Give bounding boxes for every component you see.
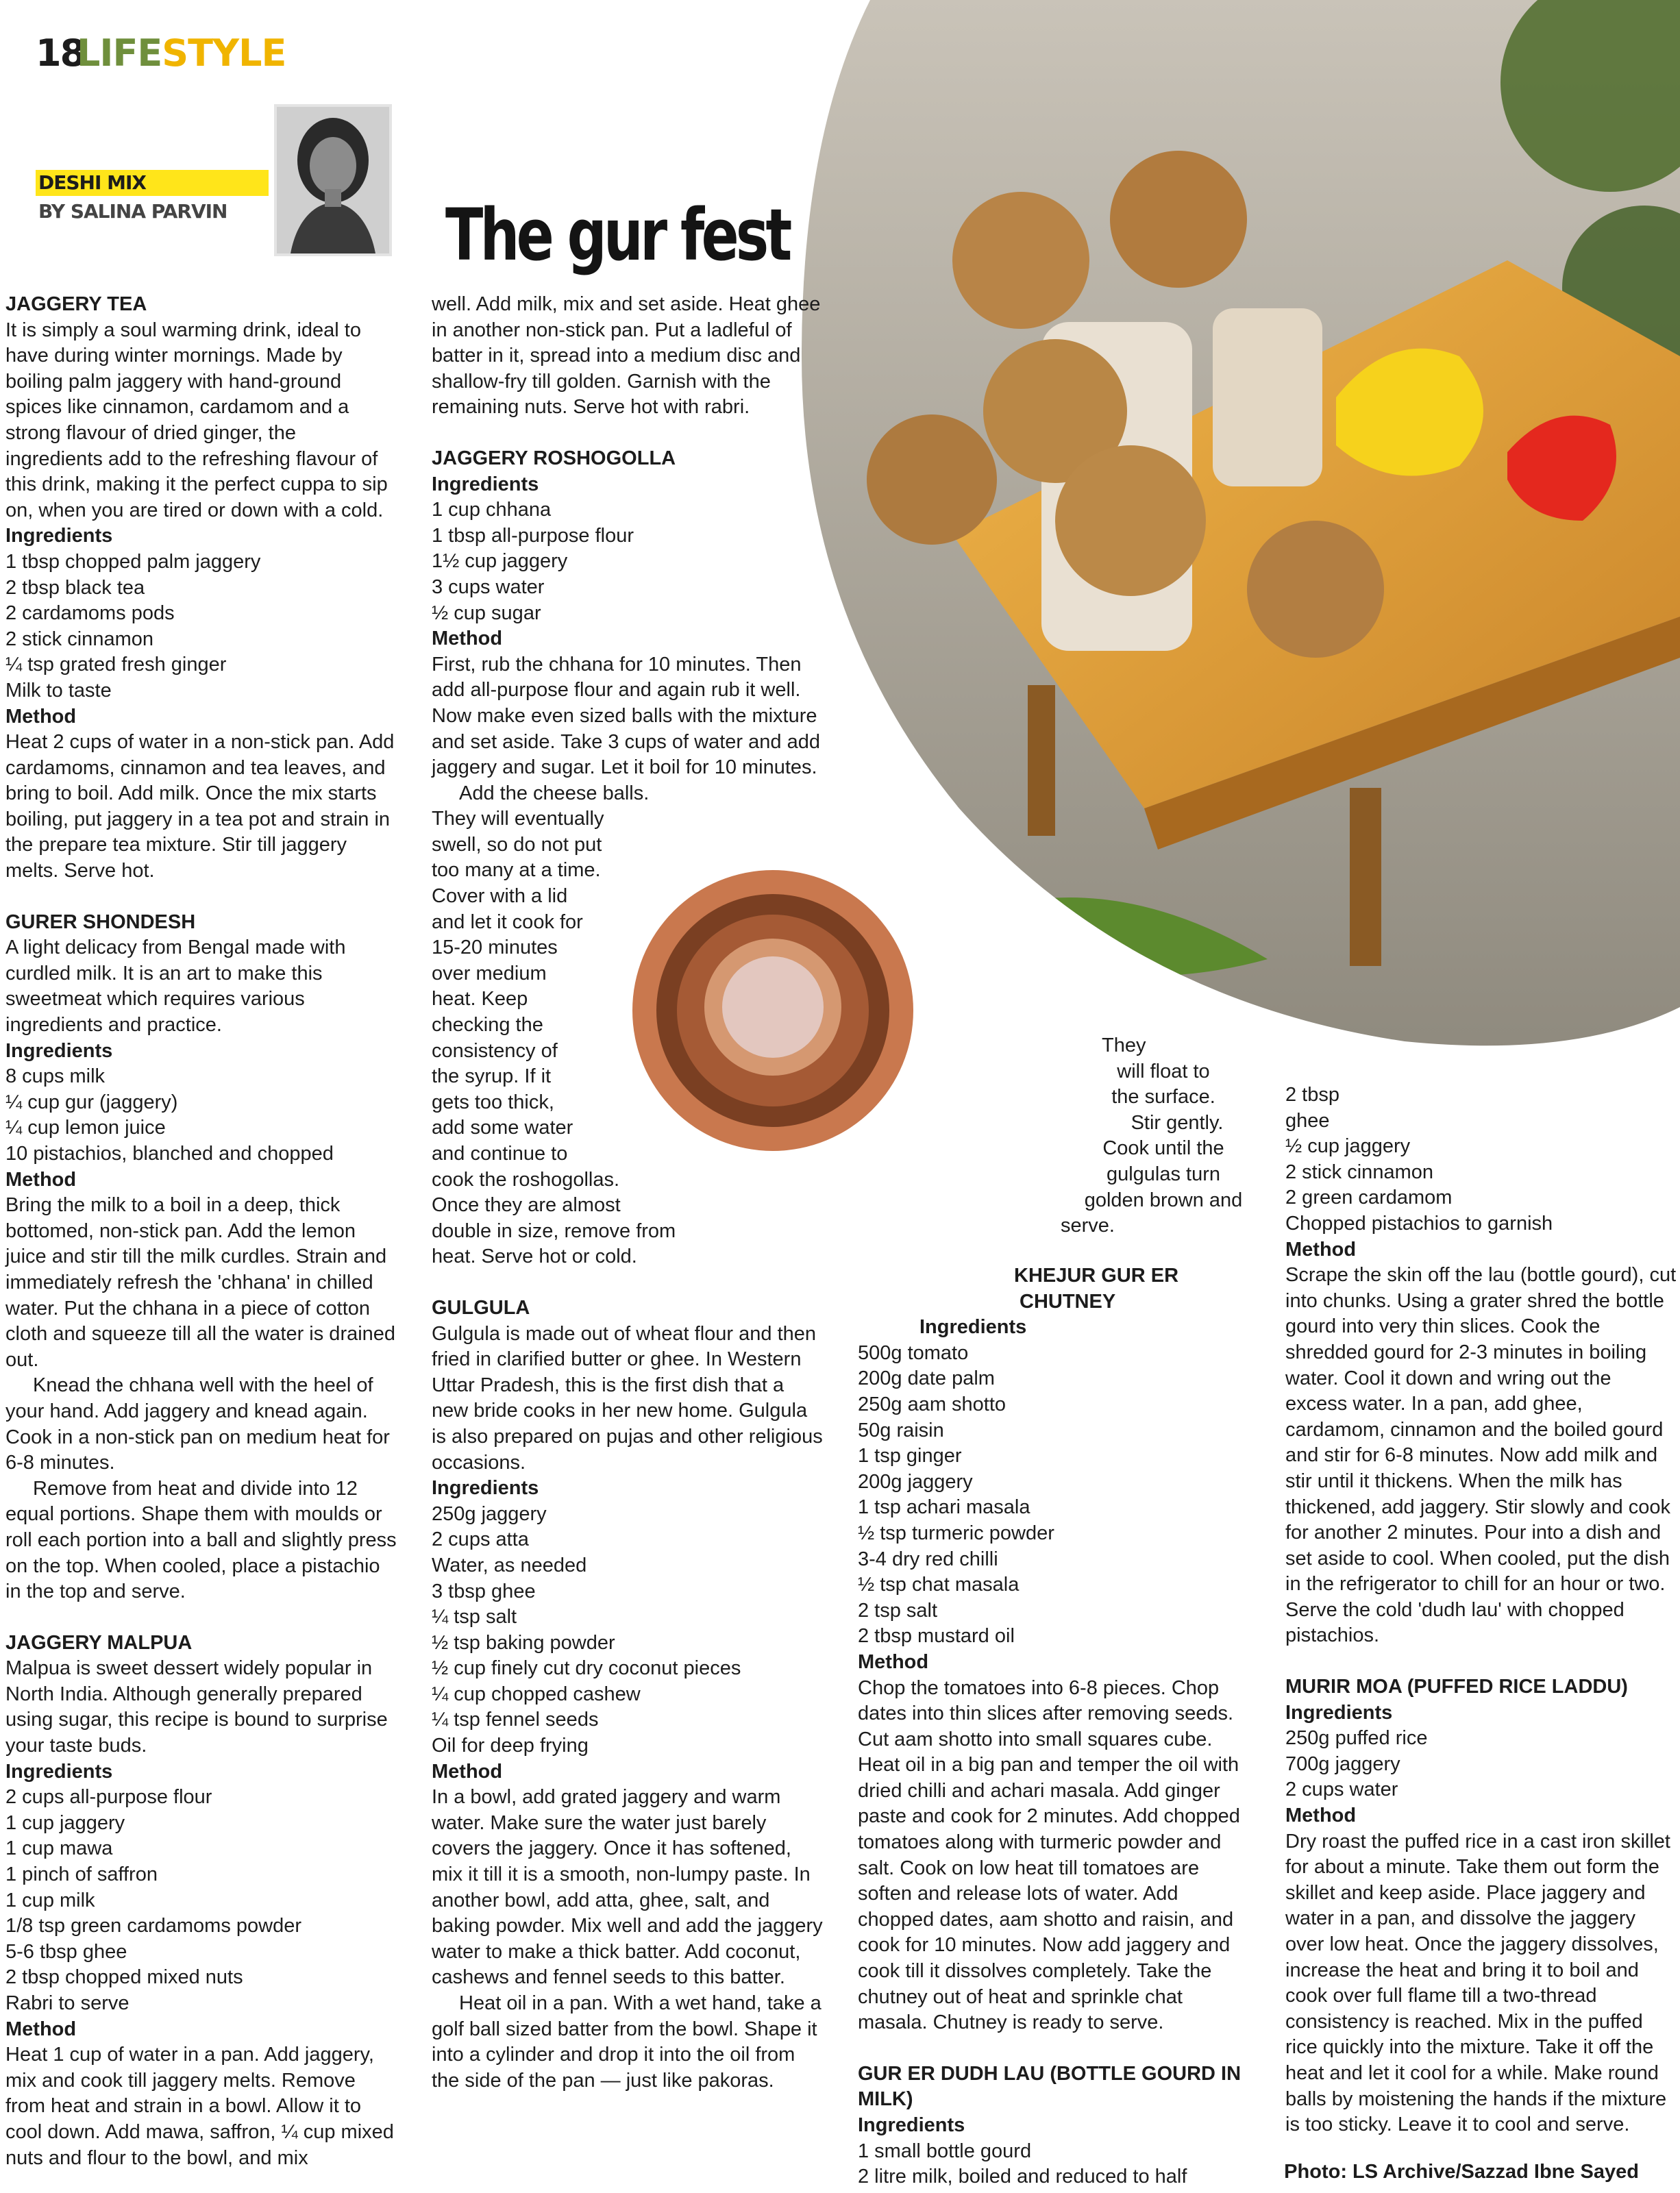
method-text: Knead the chhana well with the heel of your hand. Add jaggery and knead again. Cook in a non-stick pan on medium heat for 6-8 minutes. [5,1374,390,1474]
ingredient-item: 200g date palm [858,1367,995,1390]
method-text: Dry roast the puffed rice in a cast iron skillet for about a minute. Take them out form the skillet and keep aside. Place jaggery and water in a pan, and dissolve the jaggery over low heat. Once the jaggery dissolves, increase the heat and bring it to boil and cook over full flame till a two-thread consistency is reached. Mix in the puffed rice quickly into the mixture. Take it off the heat and let it cool for a while. Make round balls by moistening the hands if the mixture is too sticky. Leave it to cool and serve. [1285,1830,1670,2136]
method-text: Heat 1 cup of water in a pan. Add jaggery, mix and cook till jaggery melts. Remove from heat and strain in a bowl. Allow it to cool down. Add mawa, saffron, ¼ cup mixed nuts and flour to the bowl, and mix [5,2044,394,2169]
ingredient-item: ½ tsp turmeric powder [858,1522,1054,1544]
ingredient-item: 1 tsp ginger [858,1445,962,1467]
ingredient-item: 1 tsp achari masala [858,1496,1030,1519]
method-text: Scrape the skin off the lau (bottle gourd), cut into chunks. Using a grater shred the bottle gourd into very thin slices. Cook the shredded gourd for 2-3 minutes in boiling water. Cool it down and wring out the excess water. In a pan, add ghee, cardamom, cinnamon and the boiled gourd and stir for 6-8 minutes. Now add milk and stir until it thickens. When the milk has thickened, add jaggery. Stir slowly and cook for another 2 minutes. Pour into a dish and set aside to cool. When cooled, put the dish in the refrigerator to chill for an hour or two. Serve the cold 'dudh lau' with chopped pistachios. [1285,1264,1677,1647]
method-line: heat. Serve hot or cold. [432,1246,637,1268]
method-line: swell, so do not put [432,833,602,856]
page-number: 18 [36,32,85,75]
method-line: cook the roshogollas. [432,1168,620,1191]
ingredient-item: ¼ tsp grated fresh ginger [5,654,227,676]
ingredient-item: 2 cups water [1285,1779,1398,1801]
ingredient-item: ½ cup finely cut dry coconut pieces [432,1657,741,1680]
ingredient-item: ¼ cup chopped cashew [432,1683,641,1705]
method-line: Cover with a lid [432,885,568,908]
method-line: the syrup. If it [432,1065,552,1088]
ingredient-item: 2 tbsp black tea [5,576,145,599]
method-heading: Method [432,1760,503,1783]
recipe-title-gulgula: GULGULA [432,1296,530,1319]
gulgula-continuation [1061,1033,1266,1239]
method-line: Stir gently. [1131,1111,1224,1134]
ingredient-item: 250g jaggery [432,1502,547,1525]
ingredient-item: 1/8 tsp green cardamoms powder [5,1915,301,1937]
method-line: Cook until the [1102,1137,1224,1160]
ingredients-heading: Ingredients [432,1477,539,1500]
headline: The gur fest [445,193,789,277]
ingredient-item: ghee [1285,1109,1330,1132]
ingredient-item: 1 pinch of saffron [5,1863,158,1886]
method-line: checking the [432,1014,543,1037]
method-line: gets too thick, [432,1091,554,1113]
recipe-title-jaggery-roshogolla: JAGGERY ROSHOGOLLA [432,447,676,469]
method-line: 15-20 minutes [432,937,558,959]
hero-photo-puffed-rice-laddu [788,0,1680,1055]
ingredients-heading: Ingredients [919,1316,1027,1339]
recipe-intro: It is simply a soul warming drink, ideal to have during winter mornings. Made by boiling palm jaggery with hand-ground spices like cinnamon, cardamom and a strong flavour of dried ginger, the ingredients add to the refreshing flavour of this drink, making it the perfect cuppa to sip on, when you are tired or down with a cold. [5,319,388,521]
recipe-intro: A light delicacy from Bengal made with curdled milk. It is an art to make this sweetmeat which requires various ingredients and practice. [5,937,346,1037]
method-line: golden brown and [1084,1189,1243,1211]
ingredient-item: 200g jaggery [858,1470,973,1493]
method-line: heat. Keep [432,988,528,1011]
ingredient-item: 2 cups all-purpose flour [5,1786,212,1809]
ingredient-item: 50g raisin [858,1419,944,1441]
ingredient-item: 1 cup chhana [432,499,552,521]
method-line: over medium [432,962,547,984]
ingredient-item: 1 cup mawa [5,1837,113,1860]
ingredient-item: 2 tbsp chopped mixed nuts [5,1966,243,1989]
recipe-intro: Gulgula is made out of wheat flour and then fried in clarified butter or ghee. In Western Uttar Pradesh, this is the first dish that a new bride cooks in her new home. Gulgula is also prepared on pujas and other religious occasions. [432,1322,823,1474]
method-heading: Method [432,628,503,650]
recipe-title-khejur-gur-chutney-2: CHUTNEY [1020,1290,1116,1313]
ingredient-item: 2 stick cinnamon [5,628,153,650]
column-4 [1285,1082,1677,2138]
ingredient-item: 2 tsp salt [858,1599,938,1622]
ingredient-item: 1 cup milk [5,1889,95,1911]
ingredient-item: ½ tsp chat masala [858,1574,1020,1596]
ingredient-item: 3-4 dry red chilli [858,1548,998,1570]
section-style: STYLE [162,32,286,75]
ingredient-item: 2 litre milk, boiled and reduced to half [858,2166,1187,2188]
ingredient-item: ¼ cup gur (jaggery) [5,1091,178,1113]
ingredient-item: 8 cups milk [5,1065,106,1088]
ingredient-item: ¼ tsp salt [432,1606,517,1628]
recipe-title-jaggery-malpua: JAGGERY MALPUA [5,1631,193,1654]
ingredients-heading: Ingredients [5,525,113,547]
ingredient-item: Chopped pistachios to garnish [1285,1212,1553,1235]
ingredient-item: 1 small bottle gourd [858,2140,1032,2162]
method-line: add some water [432,1117,573,1139]
method-heading: Method [1285,1238,1357,1261]
method-heading: Method [5,705,77,728]
method-line: will float to [1117,1060,1210,1082]
ingredient-item: ½ cup jaggery [1285,1135,1411,1158]
photo-credit: Photo: LS Archive/Sazzad Ibne Sayed [1284,2161,1639,2183]
method-text: Remove from heat and divide into 12 equal portions. Shape them with moulds or roll each portion into a ball and slightly press on the top. When cooled, place a pistachio in the top and serve. [5,1477,397,1603]
ingredients-heading: Ingredients [5,1039,113,1062]
method-line: and let it cook for [432,910,583,933]
method-line: too many at a time. [432,859,601,882]
method-line: the surface. [1111,1086,1215,1108]
ingredient-item: 1 cup jaggery [5,1811,125,1834]
recipe-title-murir-moa: MURIR MOA (PUFFED RICE LADDU) [1285,1676,1628,1698]
ingredient-item: ½ tsp baking powder [432,1631,615,1654]
method-text: Bring the milk to a boil in a deep, thick bottomed, non-stick pan. Add the lemon juice and stir till the milk curdles. Strain and immediately refresh the 'chhana' in chilled water. Put the chhana in a piece of cotton cloth and squeeze till all the water is drained out. [5,1194,396,1371]
method-text: Chop the tomatoes into 6-8 pieces. Chop dates into thin slices after removing seeds. Cut aam shotto into small squares cube. Heat oil in a big pan and temper the oil with dried chilli and achari masala. Add ginger paste and cook for 2 minutes. Add chopped tomatoes along with turmeric powder and salt. Cook on low heat till tomatoes are soften and release lots of water. Add chopped dates, aam shotto and raisin, and cook for 10 minutes. Now add jaggery and cook till it dissolves completely. Take the chutney out of heat and sprinkle chat masala. Chutney is ready to serve. [858,1676,1240,2034]
ingredient-item: Water, as needed [432,1554,587,1576]
method-heading: Method [1285,1805,1357,1827]
method-line: They [1102,1034,1146,1056]
method-line: Add the cheese balls. [459,782,650,804]
ingredient-item: ¼ tsp fennel seeds [432,1709,599,1731]
ingredient-item: ½ cup sugar [432,602,541,624]
column-1 [5,292,397,2171]
method-line: Once they are almost [432,1194,621,1217]
recipe-title-khejur-gur-chutney: KHEJUR GUR ER [1014,1265,1179,1287]
author-photo [274,104,392,256]
ingredient-item: 2 tbsp mustard oil [858,1625,1015,1648]
ingredient-item: ¼ cup lemon juice [5,1117,166,1139]
ingredient-item: 1 tbsp chopped palm jaggery [5,550,261,573]
ingredient-item: 700g jaggery [1285,1752,1400,1775]
ingredient-item: 1½ cup jaggery [432,550,568,573]
ingredient-item: 3 tbsp ghee [432,1580,536,1602]
ingredients-heading: Ingredients [1285,1701,1393,1724]
ingredient-item: 2 cardamoms pods [5,602,175,625]
ingredients-heading: Ingredients [5,1760,113,1783]
ingredient-item: Rabri to serve [5,1992,129,2014]
method-line: serve. [1061,1215,1115,1237]
recipe-title-jaggery-tea: JAGGERY TEA [5,293,147,315]
ingredient-item: 2 green cardamom [1285,1187,1453,1209]
method-text: Heat 2 cups of water in a non-stick pan. Add cardamoms, cinnamon and tea leaves, and bring to boil. Add milk. Once the mix starts boiling, put jaggery in a tea pot and strain in the prepare tea mixture. Stir till jaggery melts. Serve hot. [5,731,395,882]
recipe-intro: Malpua is sweet dessert widely popular in North India. Although generally prepared using sugar, this recipe is bound to surprise your taste buds. [5,1657,388,1757]
ingredient-item: Oil for deep frying [432,1735,589,1757]
ingredient-item: 2 tbsp [1285,1084,1339,1106]
method-line: gulgulas turn [1106,1163,1221,1185]
ingredients-heading: Ingredients [858,2114,965,2136]
method-heading: Method [5,2018,77,2040]
recipe-title-gur-er-dudh-lau: GUR ER DUDH LAU (BOTTLE GOURD IN MILK) [858,2062,1242,2111]
column-tag: DESHI MIX [38,171,147,194]
ingredient-item: 250g aam shotto [858,1393,1006,1415]
column-2 [432,292,824,2094]
byline: BY SALINA PARVIN [38,200,227,223]
method-text: In a bowl, add grated jaggery and warm water. Make sure the water just barely covers the jaggery. Once it has softened, mix it till it is a smooth, non-lumpy paste. In another bowl, add atta, ghee, salt, and baking powder. Mix well and add the jaggery water to make a thick batter. Add coconut, cashews and fennel seeds to this batter. [432,1786,823,1989]
ingredient-item: 3 cups water [432,575,545,598]
ingredient-item: 1 tbsp all-purpose flour [432,524,634,547]
method-text: First, rub the chhana for 10 minutes. Then add all-purpose flour and again rub it well. Now make even sized balls with the mixture and set aside. Take 3 cups of water and add jaggery and sugar. Let it boil for 10 minutes. [432,653,820,779]
recipe-title-gurer-shondesh: GURER SHONDESH [5,910,196,933]
ingredient-item: 2 cups atta [432,1528,529,1551]
ingredient-item: Milk to taste [5,679,112,702]
section-life: LIFE [77,32,162,75]
section-title [77,32,286,75]
method-text: Heat oil in a pan. With a wet hand, take a golf ball sized batter from the bowl. Shape it into a cylinder and drop it into the oil from the side of the pan — just like pakoras. [432,1992,822,2092]
method-line: and continue to [432,1143,568,1165]
method-line: They will eventually [432,808,604,830]
method-line: consistency of [432,1039,558,1062]
ingredients-heading: Ingredients [432,473,539,495]
ingredient-item: 250g puffed rice [1285,1727,1428,1750]
ingredient-item: 10 pistachios, blanched and chopped [5,1143,334,1165]
column-3 [858,1263,1255,2190]
ingredient-item: 2 stick cinnamon [1285,1161,1433,1183]
ingredient-item: 5-6 tbsp ghee [5,1940,127,1963]
method-heading: Method [858,1650,929,1673]
method-text: well. Add milk, mix and set aside. Heat ghee in another non-stick pan. Put a ladleful of batter in it, spread into a medium disc and shallow-fry till golden. Garnish with the remaining nuts. Serve hot with rabri. [432,293,821,419]
method-heading: Method [5,1168,77,1191]
ingredient-item: 500g tomato [858,1341,969,1364]
method-line: double in size, remove from [432,1219,676,1242]
